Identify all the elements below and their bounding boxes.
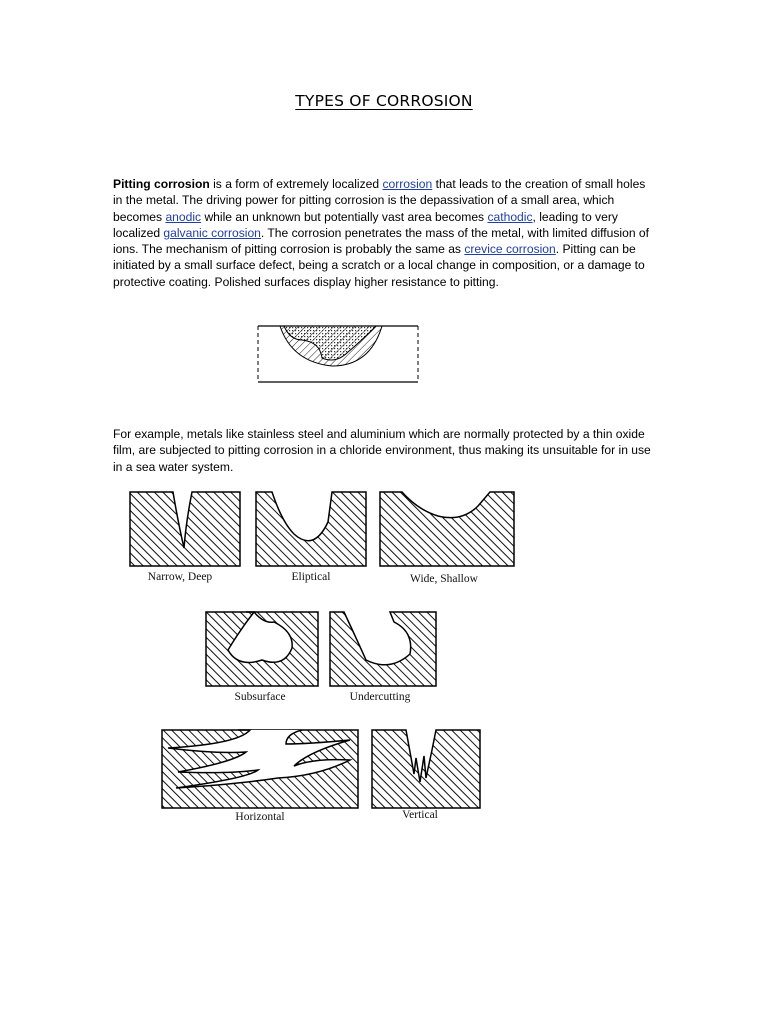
caption-eliptical: Eliptical	[291, 571, 331, 583]
caption-wide-shallow: Wide, Shallow	[410, 573, 478, 585]
link-cathodic[interactable]: cathodic	[487, 209, 533, 224]
caption-horizontal: Horizontal	[235, 811, 285, 823]
wide-shallow-pit	[380, 492, 514, 585]
link-galvanic-corrosion[interactable]: galvanic corrosion	[163, 225, 261, 240]
pit-shapes-figure	[118, 482, 518, 827]
pitting-term: Pitting corrosion	[113, 177, 210, 191]
narrow-deep-pit	[130, 492, 240, 583]
link-anodic[interactable]: anodic	[165, 209, 202, 224]
caption-subsurface: Subsurface	[234, 691, 286, 703]
link-corrosion[interactable]: corrosion	[382, 177, 433, 191]
caption-undercutting: Undercutting	[349, 691, 411, 703]
para1-text-6: . Pitting can be initiated by a small surface defect, being a scratch or a local change in composition, or a damage to protective coating. Polished surfaces display higher resistance to pitting.	[113, 242, 645, 289]
eliptical-pit	[256, 492, 366, 583]
undercutting-pit	[330, 612, 436, 703]
vertical-pit	[372, 730, 480, 821]
example-paragraph: For example, metals like stainless steel and aluminium which are normally protected by a thin oxide film, are subjected to pitting corrosion in a chloride environment, thus making its unsuitable for in use in a sea water system.	[113, 427, 651, 474]
para1-text-4: , leading to very localized	[113, 209, 618, 240]
caption-narrow-deep: Narrow, Deep	[147, 571, 213, 583]
para1-text-3: while an unknown but potentially vast area becomes	[201, 209, 488, 224]
page-title-text: TYPES OF CORROSION	[295, 92, 473, 110]
para1-text-5: . The corrosion penetrates the mass of the metal, with limited diffusion of ions. The mechanism of pitting corrosion is probably the same as	[113, 225, 649, 257]
pitting-paragraph	[113, 176, 653, 290]
pit-cross-section-diagram	[250, 318, 425, 388]
page-title	[0, 92, 768, 110]
caption-vertical: Vertical	[402, 809, 438, 821]
horizontal-pit	[162, 730, 358, 823]
para1-text-2: that leads to the creation of small holes in the metal. The driving power for pitting corrosion is the depassivation of a small area, which becomes	[113, 177, 646, 224]
para1-text-1: is a form of extremely localized	[209, 177, 383, 191]
link-crevice-corrosion[interactable]: crevice corrosion	[464, 242, 556, 257]
subsurface-pit	[206, 612, 318, 703]
